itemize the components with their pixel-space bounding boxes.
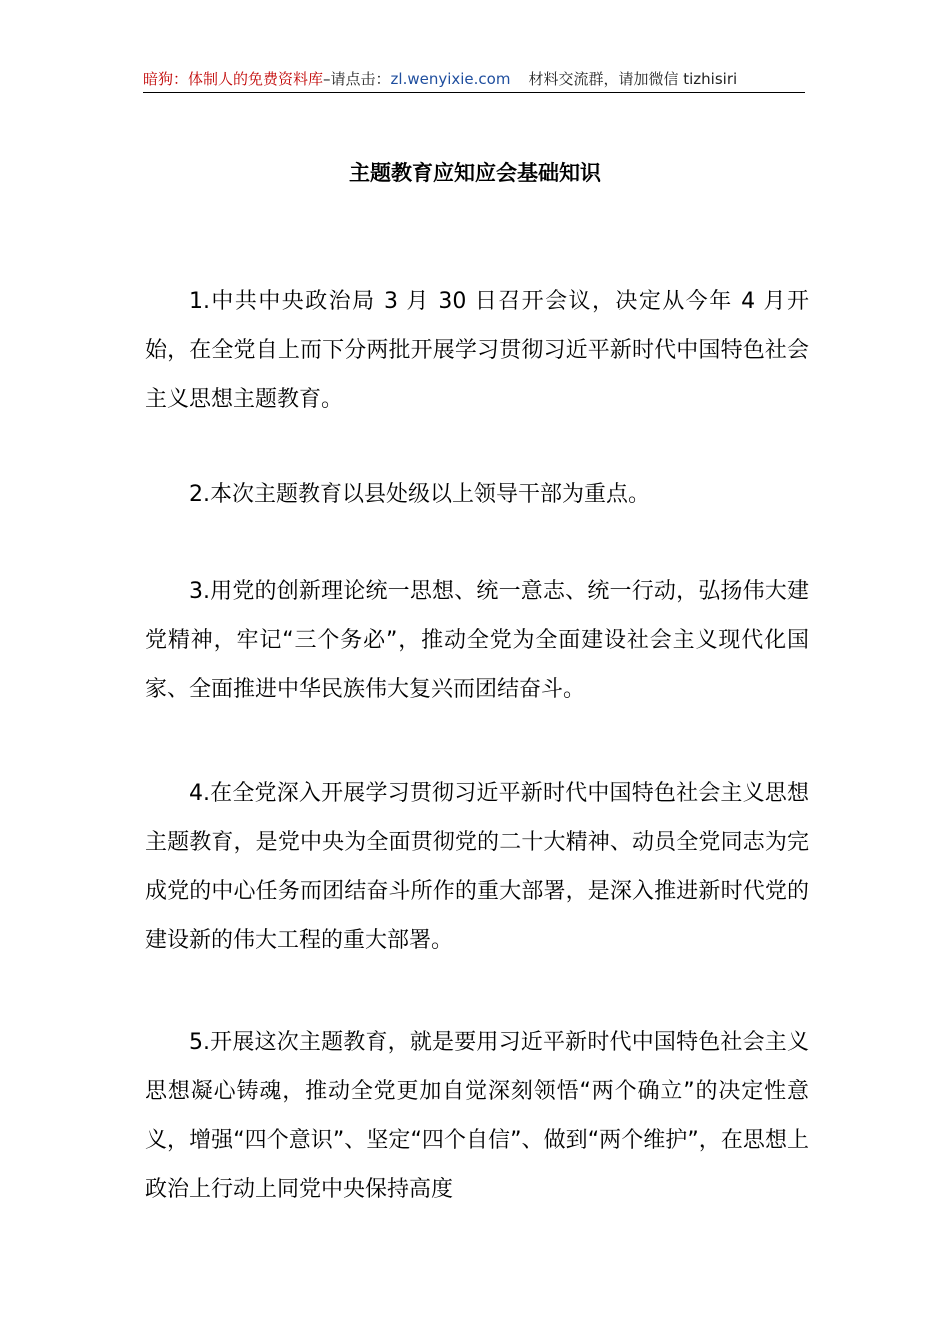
document-title: 主题教育应知应会基础知识 [349,161,601,185]
header-brand: 暗狗：体制人的免费资料库 [143,70,324,88]
paragraph-1: 1.中共中央政治局 3 月 30 日召开会议，决定从今年 4 月开始，在全党自上而下分两批开展学习贯彻习近平新时代中国特色社会主义思想主题教育。 [145,289,809,412]
paragraph-4: 4.在全党深入开展学习贯彻习近平新时代中国特色社会主义思想主题教育，是党中央为全面贯彻党的二十大精神、动员全党同志为完成党的中心任务而团结奋斗所作的重大部署，是深入推进新时代党的建设新的伟大工程的重大部署。 [145,781,809,953]
header-url-link[interactable]: zl.wenyixie.com [390,70,511,88]
paragraph-5: 5.开展这次主题教育，就是要用习近平新时代中国特色社会主义思想凝心铸魂，推动全党更加自觉深刻领悟“两个确立”的决定性意义，增强“四个意识”、坚定“四个自信”、做到“两个维护”，在思想上政治上行动上同党中央保持高度 [145,1030,809,1202]
paragraph-2: 2.本次主题教育以县处级以上领导干部为重点。 [189,482,650,507]
paragraph-3: 3.用党的创新理论统一思想、统一意志、统一行动，弘扬伟大建党精神，牢记“三个务必”，推动全党为全面建设社会主义现代化国家、全面推进中华民族伟大复兴而团结奋斗。 [145,579,809,702]
header-group-note: 材料交流群，请加微信 tizhisiri [528,70,738,88]
header-click-prompt: –请点击： [323,70,391,88]
page-header [143,68,805,93]
